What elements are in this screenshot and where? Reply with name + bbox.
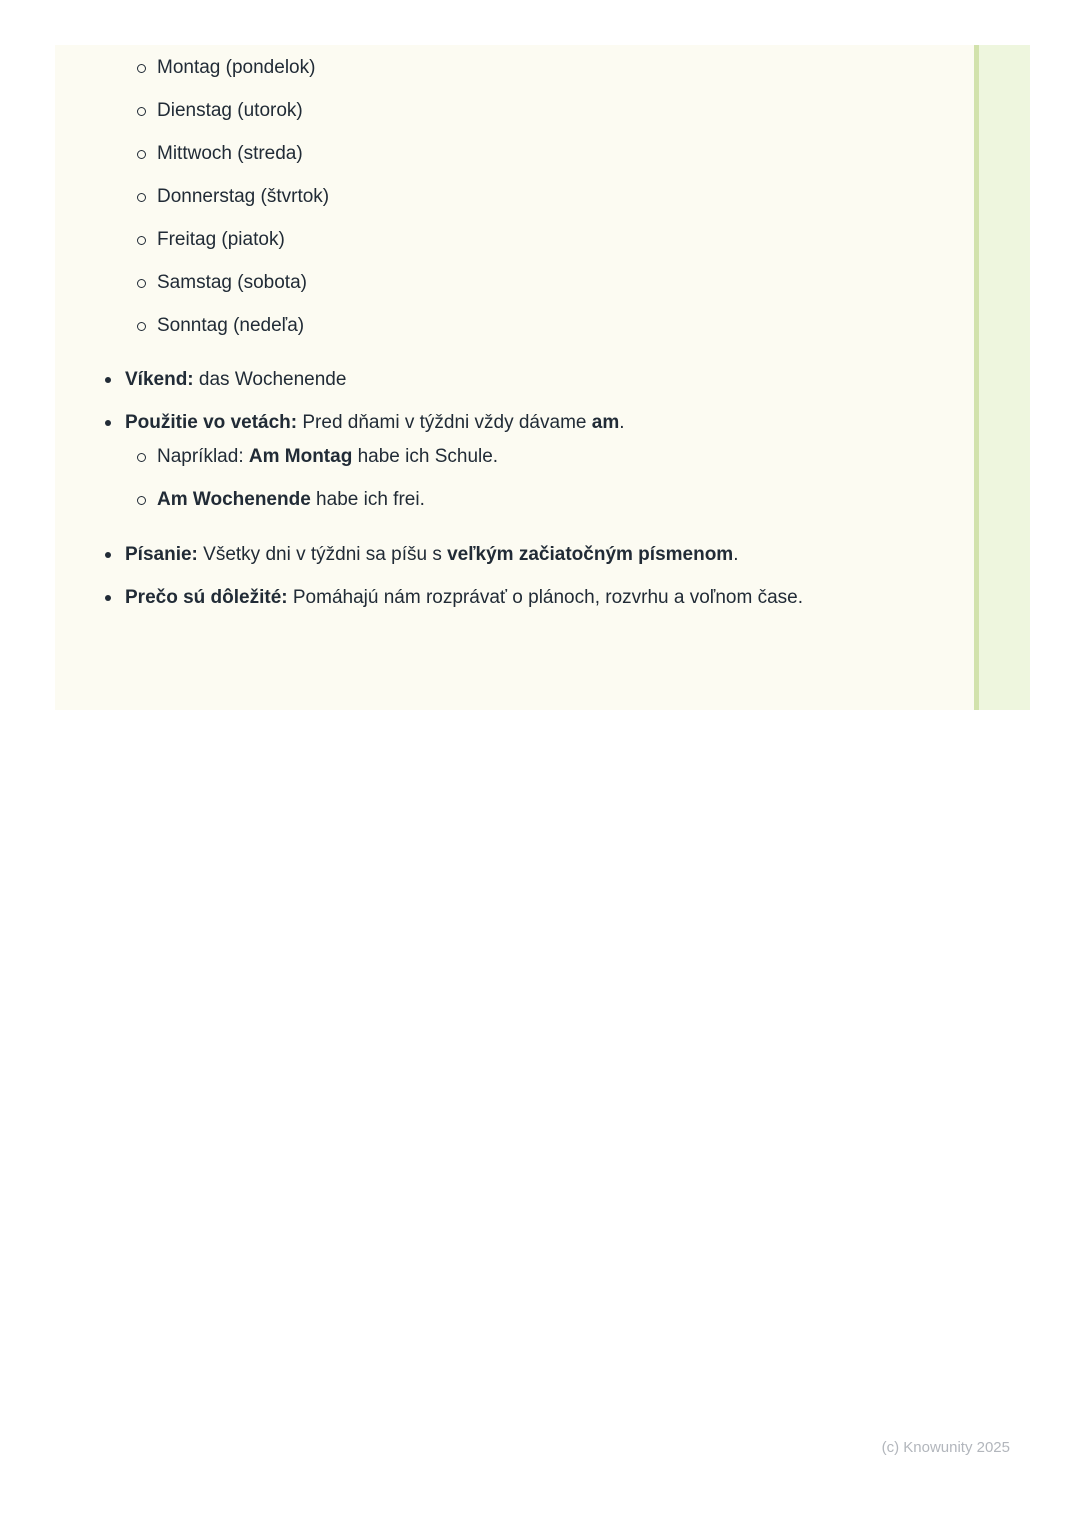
note-text: Pomáhajú nám rozprávať o plánoch, rozvrhu a voľnom čase. xyxy=(287,587,803,608)
list-item xyxy=(55,181,817,213)
list-item xyxy=(55,224,817,256)
weekday-label: Freitag (piatok) xyxy=(157,229,285,250)
note-text: Pred dňami v týždni vždy dávame xyxy=(297,412,592,433)
example-emphasis: Am Montag xyxy=(248,446,353,467)
circle-bullet-icon xyxy=(137,453,146,462)
example-text: habe ich frei. xyxy=(310,489,425,510)
note-emphasis: veľkým začiatočným písmenom xyxy=(447,544,734,565)
note-vikend xyxy=(55,364,817,396)
note-pisanie xyxy=(55,539,817,571)
weekday-label: Donnerstag (štvrtok) xyxy=(157,186,330,207)
note-label: Písanie: xyxy=(125,544,198,565)
note-label: Prečo sú dôležité: xyxy=(125,587,288,608)
note-preco xyxy=(55,582,817,614)
note-label: Víkend: xyxy=(125,369,194,390)
list-item xyxy=(55,138,817,170)
list-item xyxy=(55,267,817,299)
dot-bullet-icon xyxy=(105,420,111,426)
circle-bullet-icon xyxy=(137,150,146,159)
dot-bullet-icon xyxy=(105,552,111,558)
example-text: habe ich Schule. xyxy=(352,446,499,467)
notes-card xyxy=(55,45,1030,710)
note-text: das Wochenende xyxy=(193,369,347,390)
decorative-green-strip xyxy=(974,45,1030,710)
circle-bullet-icon xyxy=(137,107,146,116)
circle-bullet-icon xyxy=(137,279,146,288)
weekday-label: Mittwoch (streda) xyxy=(157,143,303,164)
note-pouzitie xyxy=(55,407,817,439)
example-lead: Napríklad: xyxy=(157,446,249,467)
dot-bullet-icon xyxy=(105,377,111,383)
note-emphasis: am xyxy=(591,412,620,433)
note-label: Použitie vo vetách: xyxy=(125,412,298,433)
circle-bullet-icon xyxy=(137,193,146,202)
circle-bullet-icon xyxy=(137,322,146,331)
dot-bullet-icon xyxy=(105,595,111,601)
circle-bullet-icon xyxy=(137,64,146,73)
copyright-notice: (c) Knowunity 2025 xyxy=(881,1439,1010,1456)
weekdays-list xyxy=(55,52,817,342)
circle-bullet-icon xyxy=(137,496,146,505)
weekday-label: Samstag (sobota) xyxy=(157,272,307,293)
list-item xyxy=(55,52,817,84)
weekday-label: Sonntag (nedeľa) xyxy=(157,315,305,336)
weekday-label: Dienstag (utorok) xyxy=(157,100,303,121)
weekday-label: Montag (pondelok) xyxy=(157,57,316,78)
note-text: Všetky dni v týždni sa píšu s xyxy=(197,544,448,565)
notes-content xyxy=(55,52,817,614)
example-wochenende xyxy=(55,484,817,516)
circle-bullet-icon xyxy=(137,236,146,245)
example-montag xyxy=(55,441,817,473)
note-tail: . xyxy=(733,544,739,565)
example-emphasis: Am Wochenende xyxy=(157,489,311,510)
list-item xyxy=(55,310,817,342)
list-item xyxy=(55,95,817,127)
note-tail: . xyxy=(619,412,625,433)
